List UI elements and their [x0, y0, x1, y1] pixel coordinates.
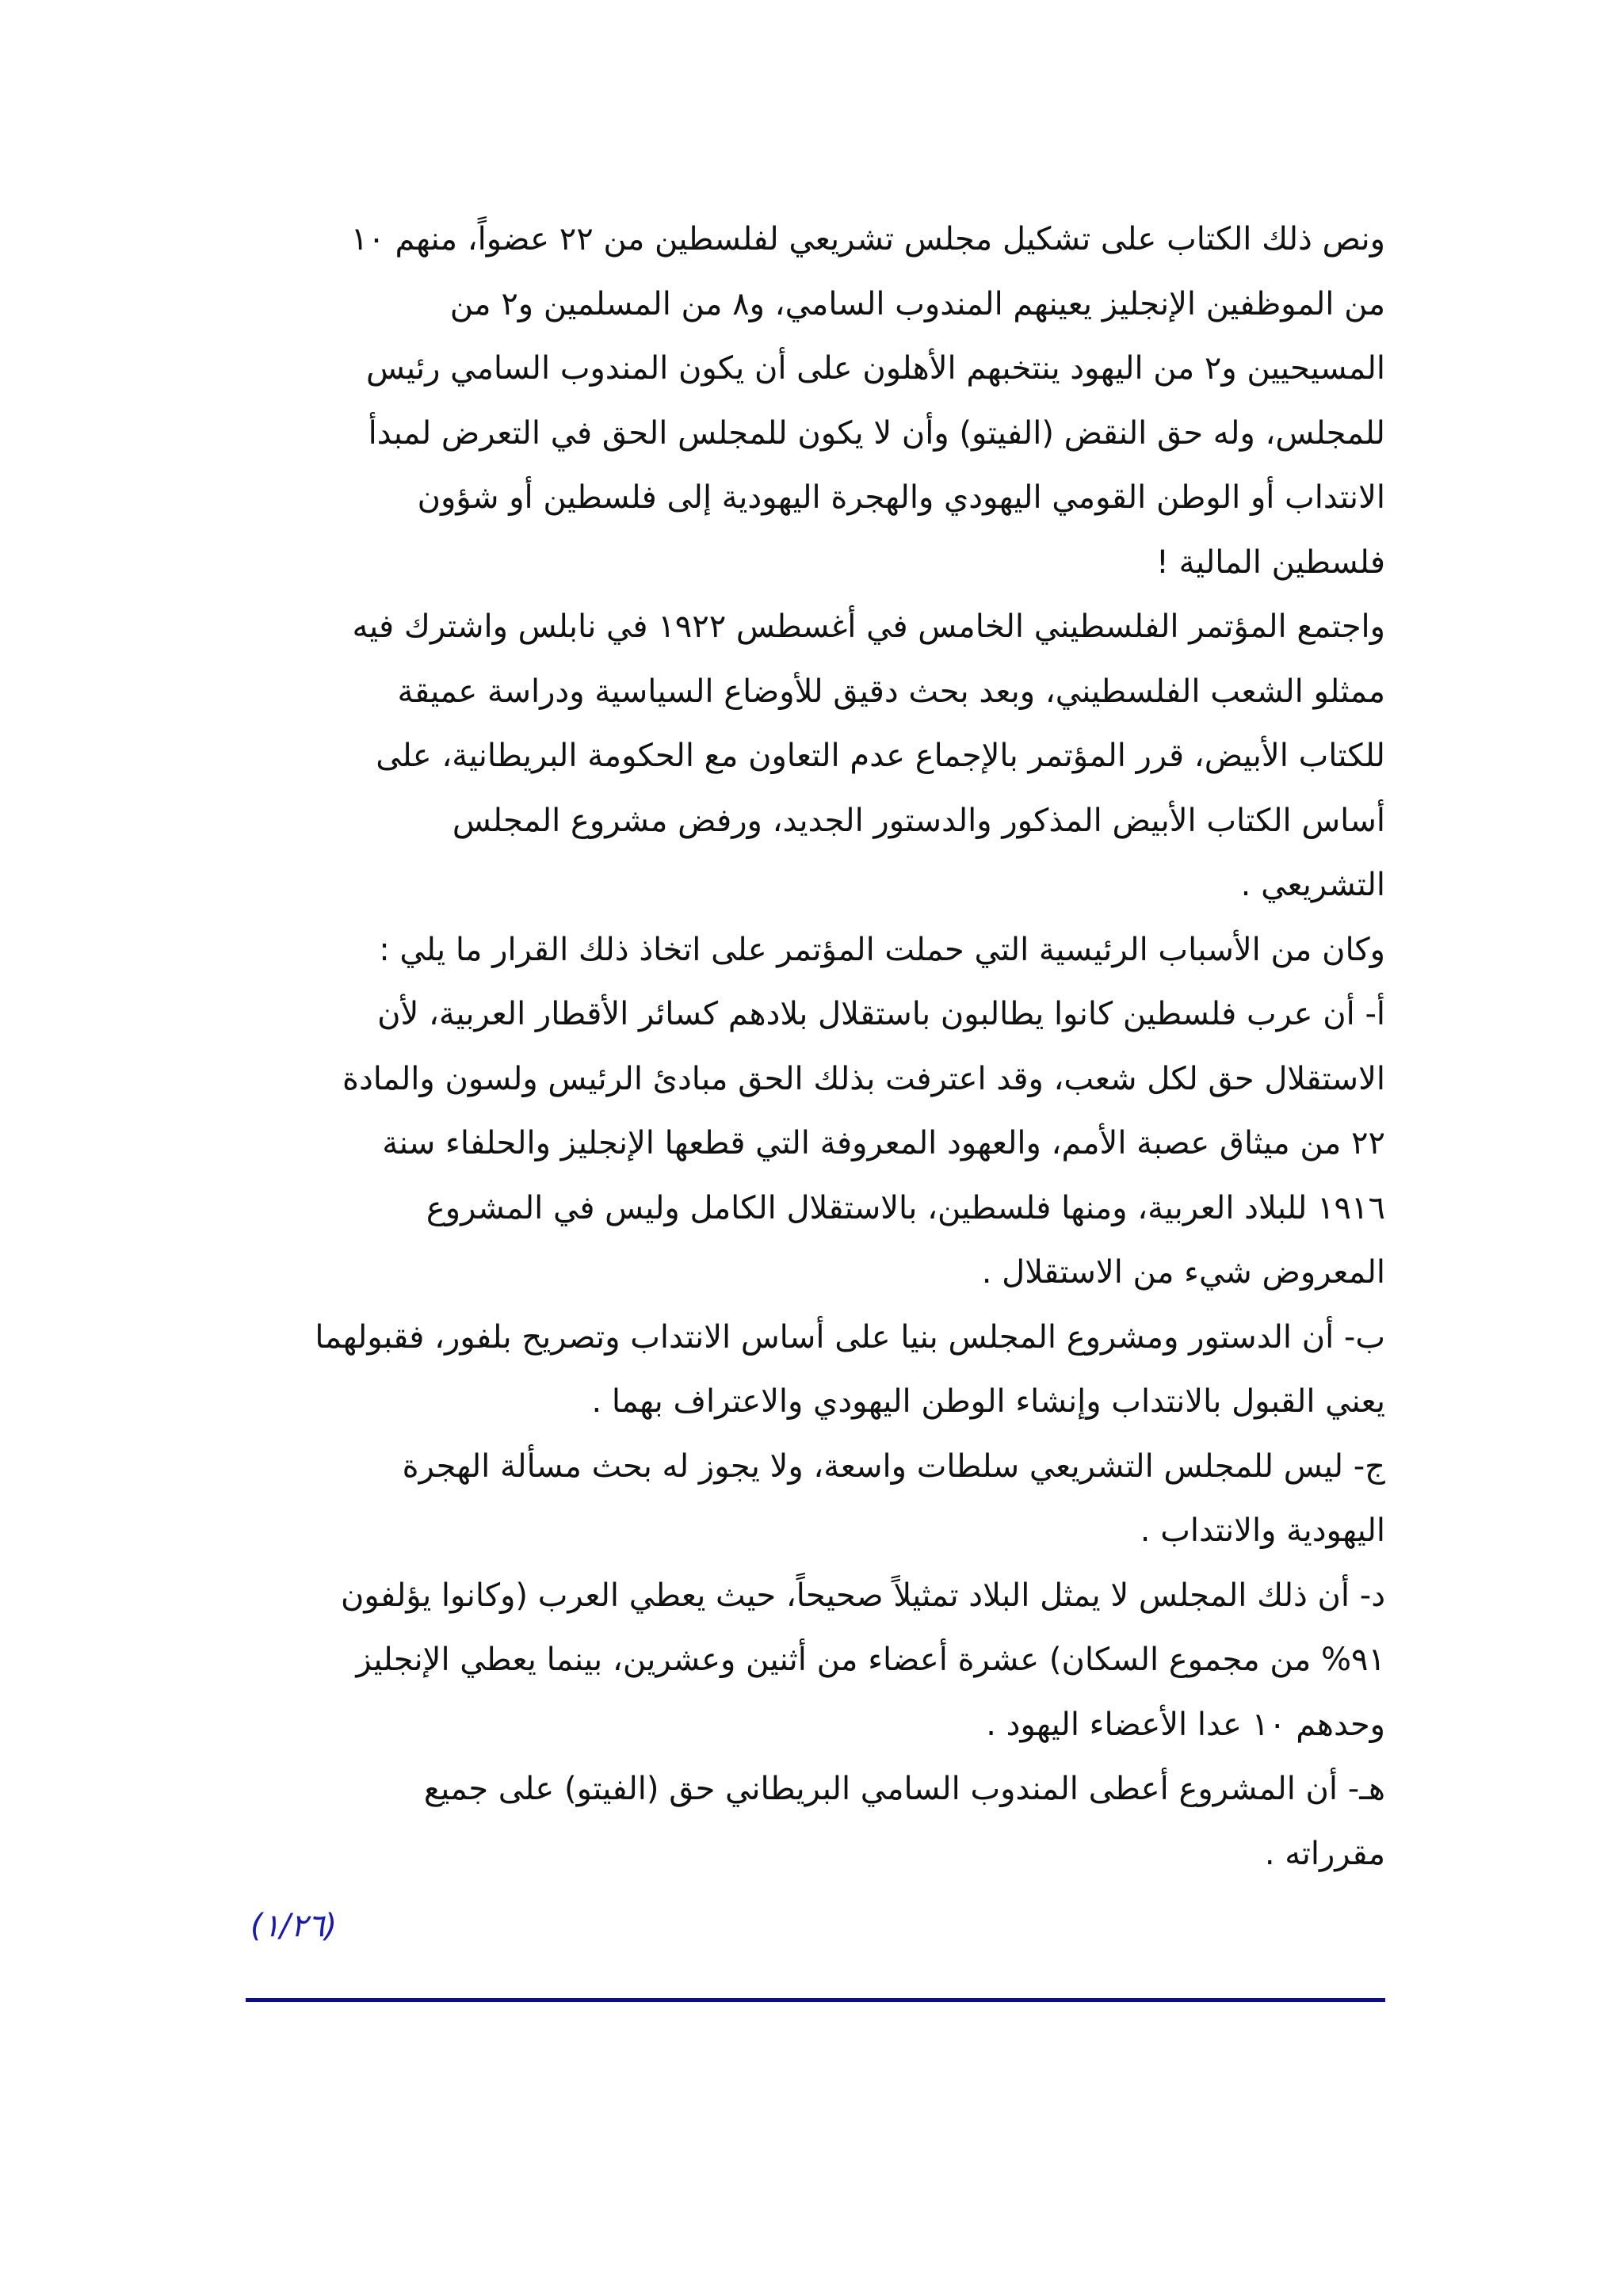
- text-line: ٩١% من مجموع السكان) عشرة أعضاء من أثنين وعشرين، بينما يعطي الإنجليز: [356, 1642, 1385, 1678]
- text-line: من الموظفين الإنجليز يعينهم المندوب السامي، و٨ من المسلمين و٢ من: [449, 285, 1385, 322]
- text-line: ج- ليس للمجلس التشريعي سلطات واسعة، ولا يجوز له بحث مسألة الهجرة: [402, 1447, 1385, 1485]
- text-line: مقرراته .: [1264, 1835, 1385, 1872]
- text-line: التشريعي .: [1240, 867, 1385, 903]
- text-line: ونص ذلك الكتاب على تشكيل مجلس تشريعي لفلسطين من ٢٢ عضواً، منهم ١٠: [350, 221, 1385, 257]
- text-line: هـ- أن المشروع أعطى المندوب السامي البريطاني حق (الفيتو) على جميع: [423, 1771, 1385, 1807]
- text-line: أ- أن عرب فلسطين كانوا يطالبون باستقلال بلادهم كسائر الأقطار العربية، لأن: [377, 996, 1385, 1032]
- document-body: [238, 208, 1385, 1886]
- text-line: يعني القبول بالانتداب وإنشاء الوطن اليهودي والاعتراف بهما .: [591, 1383, 1385, 1420]
- text-line: وحدهم ١٠ عدا الأعضاء اليهود .: [986, 1706, 1385, 1743]
- text-line: للكتاب الأبيض، قرر المؤتمر بالإجماع عدم التعاون مع الحكومة البريطانية، على: [376, 738, 1385, 774]
- text-line: ١٩١٦ للبلاد العربية، ومنها فلسطين، بالاستقلال الكامل وليس في المشروع: [426, 1189, 1385, 1226]
- text-line: اليهودية والانتداب .: [1140, 1512, 1385, 1549]
- text-line: وكان من الأسباب الرئيسية التي حملت المؤتمر على اتخاذ ذلك القرار ما يلي :: [379, 931, 1385, 968]
- text-line: للمجلس، وله حق النقض (الفيتو) وأن لا يكون للمجلس الحق في التعرض لمبدأ: [368, 414, 1385, 452]
- text-line: أساس الكتاب الأبيض المذكور والدستور الجديد، ورفض مشروع المجلس: [452, 802, 1385, 839]
- page-number: (١/٢٦): [250, 1908, 338, 1944]
- text-line: الانتداب أو الوطن القومي اليهودي والهجرة اليهودية إلى فلسطين أو شؤون: [417, 479, 1385, 516]
- text-line: واجتمع المؤتمر الفلسطيني الخامس في أغسطس ١٩٢٢ في نابلس واشترك فيه: [352, 608, 1385, 645]
- text-line: ٢٢ من ميثاق عصبة الأمم، والعهود المعروفة التي قطعها الإنجليز والحلفاء سنة: [382, 1125, 1385, 1161]
- text-line: المعروض شيء من الاستقلال .: [981, 1254, 1385, 1291]
- text-line: ب- أن الدستور ومشروع المجلس بنيا على أساس الانتداب وتصريح بلفور، فقبولهما: [315, 1318, 1385, 1356]
- text-line: المسيحيين و٢ من اليهود ينتخبهم الأهلون على أن يكون المندوب السامي رئيس: [365, 350, 1385, 387]
- text-line: ممثلو الشعب الفلسطيني، وبعد بحث دقيق للأوضاع السياسية ودراسة عميقة: [397, 673, 1385, 710]
- text-line: فلسطين المالية !: [1155, 543, 1385, 581]
- footer-rule: [246, 1998, 1385, 2002]
- text-line: الاستقلال حق لكل شعب، وقد اعترفت بذلك الحق مبادئ الرئيس ولسون والمادة: [342, 1060, 1385, 1097]
- text-line: د- أن ذلك المجلس لا يمثل البلاد تمثيلاً صحيحاً، حيث يعطي العرب (وكانوا يؤلفون: [340, 1577, 1385, 1614]
